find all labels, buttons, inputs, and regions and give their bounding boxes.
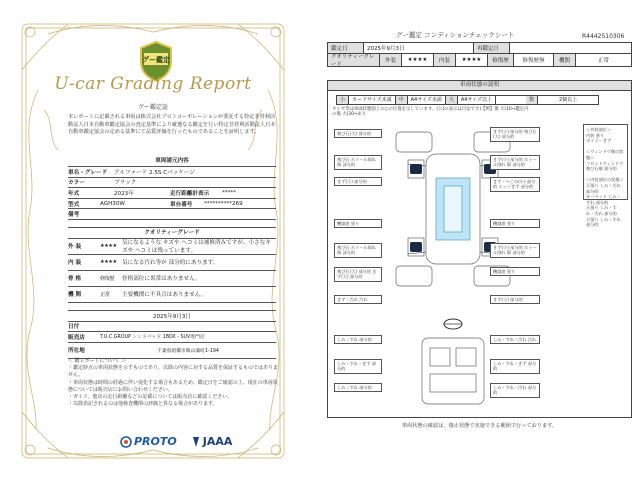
date-value: 2025年9月3日 (364, 43, 474, 53)
quality-label: 骨 格 (68, 276, 82, 283)
repair-label: 修復歴 (488, 54, 514, 66)
dates-label: 日付 (68, 324, 80, 331)
damage-callout: しみ・すれ 部分的 (334, 335, 382, 344)
note-item: ・車両状態は時間の経過に伴い変化する場合もあるため、鑑定日をご確認の上、現在の車両状態については販売店にお問い合わせください。 (68, 379, 278, 393)
damage-callout: きず(小) 部分的 (490, 295, 540, 304)
grading-certificate (8, 10, 298, 472)
vehicle-name-row (68, 167, 276, 178)
date-label: 鑑定日 (328, 43, 364, 53)
vehicle-color-row (68, 178, 276, 189)
sheet-grade-row (328, 54, 631, 66)
reappraisal-value (510, 43, 631, 53)
damage-callout: きず(小) 部分的 ホイール削れ 傷 部分的 (490, 155, 540, 170)
size-value: カードサイズ未満 (349, 96, 396, 104)
size-legend (336, 95, 599, 105)
shop-label: 販売店 (68, 334, 85, 341)
part-state-text: ＜外装部位＞ 内装 塗り ボイラーきず ＜ウィンドウ類の状態＞ フロントウィンドウ 飛び石痕 部分的 ＜内装部位の状態＞ 天張り しみ・汚れ 部分的 カーペット しみ・すれ 部分的 天張り しみ・すれ・汚れ 部分的 天張り しみ・すれ 部分的 (586, 127, 624, 228)
legend-note: タイヤ等は車両状態図上の○の位置を示しています。(公]の表示は目安です)【例】傷 大(10→鑑定内の傷 大(30→あり (332, 107, 529, 118)
quality-row-exterior (68, 239, 276, 255)
vehicle-name-label: 車名・グレード (68, 169, 108, 176)
size-value: 2個以上 (558, 97, 578, 103)
quality-label: 機 関 (68, 292, 82, 299)
quality-row-interior (68, 255, 276, 271)
quality-row-frame (68, 271, 276, 287)
footer-logos (120, 435, 232, 448)
quality-row-engine (68, 287, 276, 303)
dates-row (68, 322, 276, 333)
damage-callout: 飛び石 ホイール削れ 傷 部分的 (334, 243, 382, 258)
quality-stars: 修復歴 (100, 275, 115, 282)
damage-callout: しみ・すれ・きず 部分的 (490, 359, 540, 374)
vehicle-chassis-label: 車台番号 (170, 201, 193, 208)
quality-label: 内 装 (68, 260, 82, 267)
vehicle-section-title: 車両請元内容 (68, 156, 276, 167)
quality-stars: ★★★★ (100, 259, 117, 266)
size-key: 小 (337, 96, 349, 104)
damage-callout: きず・へこみ(小) 部分的 エッジきず 部分的 (490, 177, 540, 192)
damage-callout: きず(小) 部分的 飛び石(大) 部分的 (490, 127, 540, 142)
damage-callout: 機器窓 塗り (490, 219, 540, 228)
damage-callout: きず(小) 部分的 (334, 177, 382, 186)
damage-callout: しみ・すれ 部分的 (334, 383, 382, 392)
sheet-id: R444251030​6 (582, 33, 625, 40)
seal-text: グー鑑定 (142, 56, 170, 64)
quality-desc: 主要機関に不具合はありません。 (122, 292, 207, 299)
jaaa-mark-icon (191, 436, 201, 448)
exterior-stars: ★★★★ (402, 54, 434, 66)
address-value: 千葉県船橋市飯山満町1-194 (157, 348, 219, 354)
jaaa-logo (191, 435, 233, 448)
proto-logo (120, 435, 177, 448)
engine-value: 正常 (597, 58, 609, 64)
damage-callout: 飛び石 ホイール削れ 傷 部分的 (334, 155, 382, 170)
size-value: A4サイズ未満 (408, 96, 446, 104)
address-label: 所在地 (68, 348, 85, 355)
proto-mark-icon (120, 436, 132, 448)
notes-title: ＜ 鑑レポートについて ＞ (68, 358, 127, 364)
damage-callout: 機器窓 塗り (490, 267, 540, 276)
state-head: 車両状態の説明 (327, 80, 632, 91)
certificate-notes (68, 358, 280, 408)
certificate-subtitle: グー鑑定証 (137, 104, 168, 111)
quality-stars: ★★★★ (100, 243, 117, 250)
vehicle-info-table (68, 156, 276, 359)
damage-callout: 機器窓 塗り (334, 219, 382, 228)
vehicle-state-area (327, 91, 632, 418)
vehicle-model-value: AGH30W (100, 200, 125, 207)
damage-callout: 飛び石(大) 部分的 きず(大) 部分的 (334, 267, 382, 282)
quality-desc: 気になるような キズや へコミは補修済みですが、小さなキズや へコミは残っています。 (122, 240, 271, 255)
certificate-title: U-car Grading Report (54, 74, 252, 94)
quality-section-title: クオリティーグレード (68, 228, 276, 239)
size-key: 数 (526, 96, 538, 104)
part-state-box (583, 124, 628, 228)
exterior-label: 外装 (380, 54, 402, 66)
note-item: ・以降表記されるのは他検査機関の評価と異なる場合があります。 (68, 401, 218, 408)
reappraisal-label: 再鑑定日 (474, 43, 510, 53)
vehicle-model-row (68, 199, 276, 210)
grade-label: クオリティーグレード (328, 54, 380, 66)
bottom-note: 車両状態の確認は、傷止状態で実施できる範囲で行っております。 (401, 423, 558, 429)
size-value: A4サイズ以上 (458, 96, 496, 104)
engine-label: 機関 (554, 54, 576, 66)
interior-stars: ★★★★ (456, 54, 488, 66)
vehicle-chassis-value: **********269 (204, 200, 243, 207)
note-item: ・ガイド、他店の走行距離などの記載については販売店に確認ください。 (68, 394, 233, 401)
note-item: ・鑑定時点の車両状態を示すものであり、以降の内容に対する品質を保証するものではありません。 (68, 365, 279, 379)
vehicle-remarks-label: 備考 (68, 212, 80, 219)
proto-logo-text: PROTO (134, 435, 177, 448)
address-row (68, 343, 276, 359)
vehicle-color-label: カラー (68, 180, 85, 187)
size-key: 中 (396, 96, 408, 104)
quality-label: 外 装 (68, 244, 82, 251)
certificate-intro: 本レポートに記載される車両は株式会社プロトコーポレーションが委託する特定非営利活動法人日本自動車鑑定協会の査定基準により厳選なる鑑定を行い特定非営利活動法人日本自動車鑑定協会の定める基準にて品質評価を行ったものであることを証明します。 (68, 114, 276, 136)
damage-callout: しみ・すれ・汚れ 汚れ (490, 335, 540, 344)
vehicle-model-label: 型式 (68, 201, 80, 208)
damage-callout: 飛び石(大) 部分的 (334, 129, 382, 138)
vehicle-year-label: 年式 (68, 190, 80, 197)
sheet-header-table (327, 42, 632, 67)
date-row (68, 311, 276, 322)
damage-callout: しみ・すれ・汚れ 部分的 (490, 383, 540, 398)
quality-desc: 骨格部位に異常はありません。 (122, 276, 201, 283)
interior-label: 内装 (434, 54, 456, 66)
vehicle-color-value: ブラック (114, 180, 137, 187)
shop-value: T.U.C.GROUP シンドバッド 1BOX・SUV専門店 (100, 335, 205, 341)
size-key: 大 (446, 96, 458, 104)
repair-value: 修復歴無 (514, 54, 554, 66)
damage-callout: きず(小) 部分的 ホイール削れ 傷 部分的 (490, 243, 540, 258)
vehicle-year-row (68, 188, 276, 199)
vehicle-remarks-row (68, 209, 276, 220)
vehicle-mileage-value: ***** (222, 189, 236, 196)
damage-callout: しみ・すれ・きず 部分的 (334, 359, 382, 374)
quality-desc: 気になる汚れ等が 部分的にあります。 (122, 260, 219, 267)
jaaa-logo-text: JAAA (202, 435, 233, 448)
vehicle-mileage-label: 走行距離計表示 (170, 190, 210, 197)
sheet-title: グー鑑定 コンディションチェックシート (396, 31, 515, 39)
vehicle-year-value: 2023年 (114, 190, 134, 197)
shop-row (68, 332, 276, 343)
certificate-date: 2025年9月3日 (152, 313, 192, 320)
vehicle-name-value: アルファード 2.5S Cパッケージ (114, 169, 195, 176)
quality-stars: 正常 (100, 291, 110, 298)
damage-callout: きず・汚れ 汚れ (334, 295, 382, 304)
